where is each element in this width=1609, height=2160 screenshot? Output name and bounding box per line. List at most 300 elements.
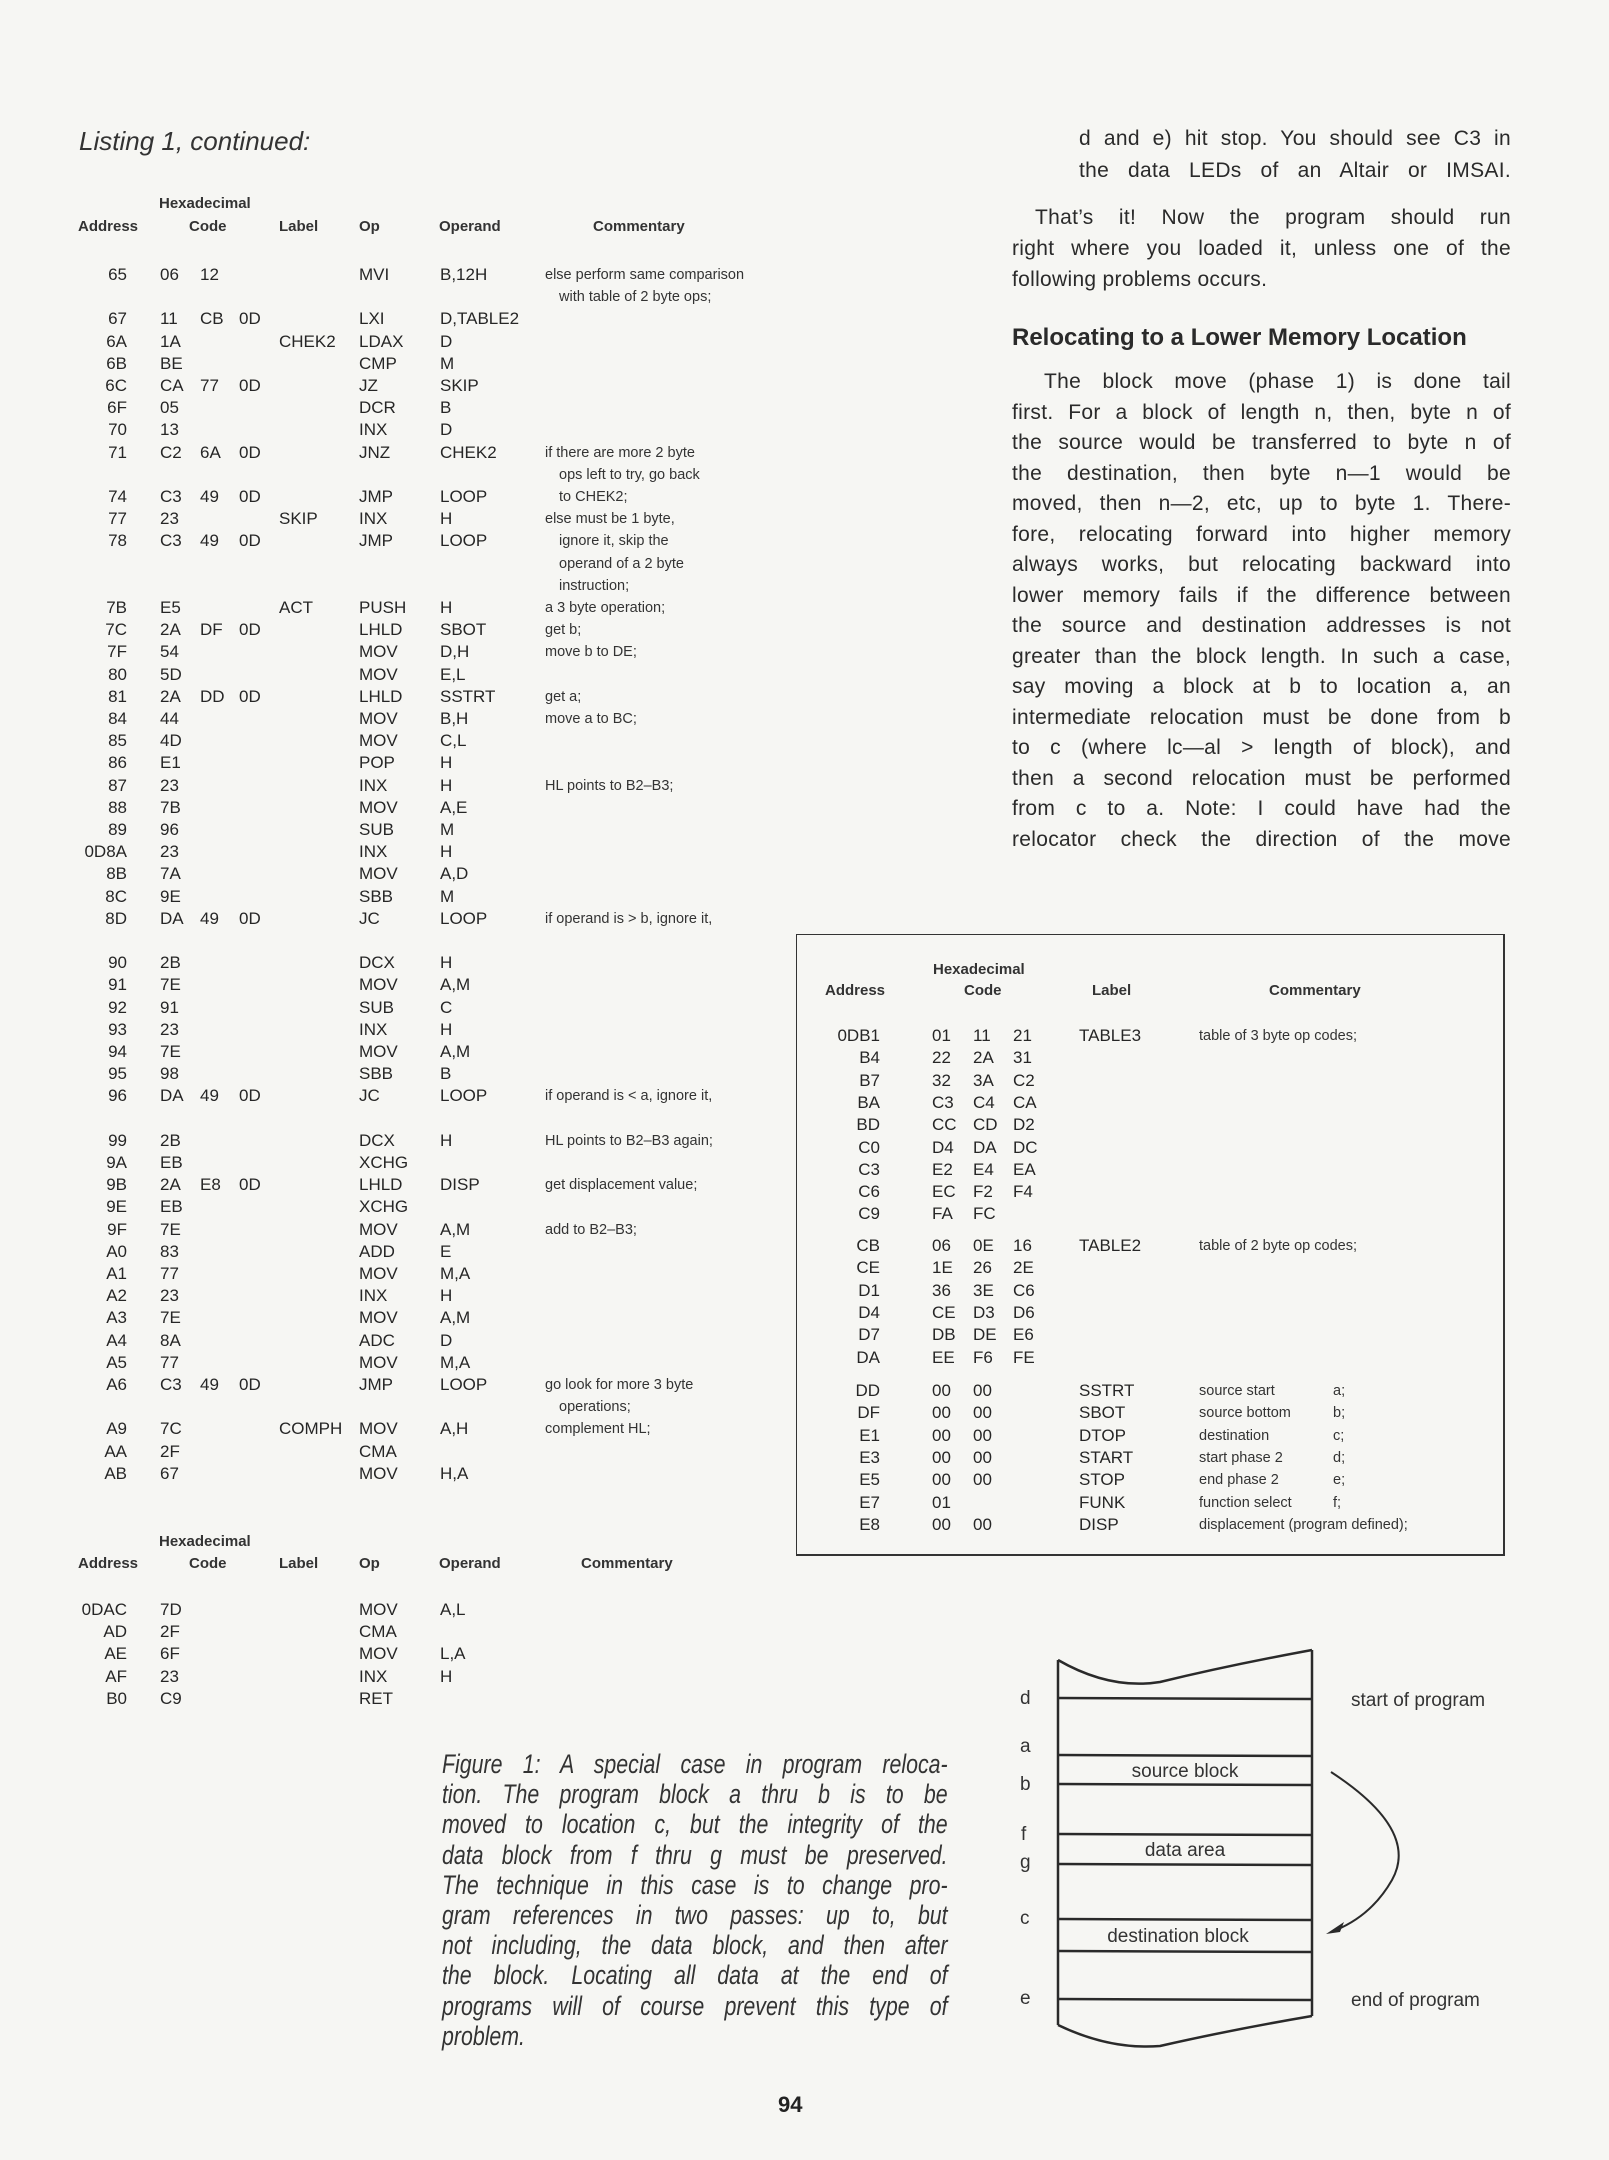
caption-line: the block. Locating all data at the end of (442, 1960, 948, 1991)
hex-code-byte: 00 (973, 1425, 992, 1445)
label-cell: DISP (1079, 1514, 1119, 1534)
hex-code-byte: EB (160, 1197, 183, 1217)
label-cell: DTOP (1079, 1425, 1126, 1445)
header-hex: Hexadecimal (159, 195, 251, 212)
variable-ref: e; (1333, 1472, 1346, 1489)
hex-code-byte: 2A (160, 686, 181, 706)
hex-code-byte: 7E (160, 975, 181, 995)
header-code: Code (189, 1555, 227, 1572)
article-line: from c to a. Note: I could have had the (1012, 797, 1511, 820)
article-line: lower memory fails if the difference between (1012, 583, 1511, 607)
operand-cell: H (440, 753, 453, 773)
article-line: then a second relocation must be performed (1012, 766, 1511, 790)
article-line: The block move (phase 1) is done tail (1044, 370, 1511, 393)
address-cell: 67 (108, 309, 127, 329)
operand-cell: E (440, 1241, 452, 1261)
operand-cell: LOOP (440, 908, 488, 928)
hex-code-byte: 2A (973, 1048, 994, 1068)
marker-f: f (1021, 1824, 1027, 1845)
op-cell: MOV (359, 864, 398, 884)
hex-code-byte: 00 (973, 1514, 992, 1534)
op-cell: JC (359, 1086, 380, 1106)
commentary-line: ignore it, skip the (559, 533, 669, 550)
op-cell: CMA (359, 1441, 397, 1461)
operand-cell: B (440, 1064, 452, 1084)
hex-code-byte: 49 (200, 1086, 219, 1106)
op-cell: XCHG (359, 1197, 409, 1217)
address-cell: CE (856, 1258, 880, 1278)
hex-code-byte: 00 (973, 1447, 992, 1467)
article-line: fore, relocating forward into higher memory (1012, 522, 1511, 546)
marker-b: b (1020, 1774, 1031, 1795)
address-cell: 78 (108, 531, 127, 551)
hex-code-byte: 0D (239, 686, 261, 706)
address-cell: 7C (105, 620, 127, 640)
hex-code-byte: 7D (160, 1600, 182, 1619)
hex-code-byte: 00 (932, 1470, 951, 1490)
hex-code-byte: 00 (973, 1381, 992, 1400)
arrow-head-icon (1326, 1922, 1344, 1934)
hex-code-byte: 0D (239, 1086, 261, 1106)
hex-code-byte: 36 (932, 1280, 951, 1300)
op-cell: DCX (359, 953, 395, 973)
address-cell: 81 (108, 686, 127, 706)
article-line: say moving a block at b to location a, an (1012, 675, 1511, 698)
address-cell: 6C (105, 376, 127, 395)
address-cell: 86 (108, 753, 127, 773)
header-op: Op (359, 1555, 380, 1572)
operand-cell: C,L (440, 731, 467, 751)
address-cell: AD (103, 1622, 127, 1642)
hex-code-byte: 00 (973, 1470, 992, 1490)
operand-cell: D (440, 420, 453, 440)
header-label: Label (279, 1555, 319, 1572)
listing-title: Listing 1, continued: (79, 126, 311, 156)
address-cell: 88 (108, 797, 127, 817)
operand-cell: M (440, 820, 455, 839)
caption-line: tion. The program block a thru b is to be (442, 1779, 948, 1810)
address-cell: E7 (859, 1492, 880, 1512)
marker-a: a (1020, 1736, 1031, 1757)
hex-code-byte: CA (160, 376, 184, 395)
operand-cell: B,12H (440, 265, 488, 284)
hex-code-byte: 12 (200, 265, 219, 284)
hex-code-byte: 2F (160, 1441, 180, 1461)
operand-cell: M (440, 886, 455, 906)
marker-d: d (1020, 1688, 1031, 1709)
hex-code-byte: 0D (239, 531, 261, 551)
marker-c: c (1020, 1908, 1030, 1929)
commentary-line: with table of 2 byte ops; (559, 289, 712, 306)
hex-code-byte: E2 (932, 1159, 953, 1179)
operand-cell: D (440, 331, 453, 351)
hex-code-byte: 1A (160, 331, 181, 351)
op-cell: MOV (359, 709, 398, 728)
header-address: Address (78, 1555, 139, 1572)
hex-code-byte: 6A (200, 442, 221, 462)
op-cell: INX (359, 775, 388, 795)
hex-code-byte: 01 (932, 1026, 951, 1045)
operand-cell: H (440, 953, 453, 973)
article-line: the data LEDs of an Altair or IMSAI. (1079, 159, 1511, 182)
address-cell: A1 (106, 1264, 127, 1283)
hex-code-byte: 4D (160, 731, 182, 751)
hex-code-byte: 77 (200, 376, 219, 395)
hex-code-byte: 00 (932, 1403, 951, 1423)
hex-code-byte: 7A (160, 864, 181, 884)
caption-line: data block from f thru g must be preserved. (442, 1839, 948, 1870)
header-address: Address (78, 218, 139, 235)
hex-code-byte: E5 (160, 598, 181, 617)
address-cell: 80 (108, 664, 127, 684)
article-line: first. For a block of length n, then, byte n of (1012, 400, 1511, 424)
address-cell: D7 (858, 1325, 880, 1345)
line-g (1058, 1864, 1312, 1865)
hex-code-byte: 00 (932, 1447, 951, 1467)
operand-cell: DISP (440, 1175, 480, 1195)
operand-cell: H (440, 509, 453, 529)
address-cell: A9 (106, 1419, 127, 1439)
address-cell: E3 (859, 1447, 880, 1467)
hex-code-byte: 21 (1013, 1026, 1032, 1045)
address-cell: D1 (858, 1280, 880, 1300)
address-cell: 92 (108, 997, 127, 1017)
address-cell: 91 (108, 975, 127, 995)
article-line: d and e) hit stop. You should see C3 in (1079, 127, 1511, 150)
label-cell: STOP (1079, 1470, 1125, 1490)
address-cell: A2 (106, 1286, 127, 1306)
op-cell: MOV (359, 797, 398, 817)
hex-code-byte: 0D (239, 1175, 261, 1195)
operand-cell: SSTRT (440, 686, 496, 706)
op-cell: ADD (359, 1241, 395, 1261)
op-cell: JMP (359, 487, 393, 506)
variable-ref: c; (1333, 1427, 1345, 1444)
hex-code-byte: 01 (932, 1492, 951, 1512)
header-code: Code (189, 218, 227, 235)
variable-ref: f; (1333, 1494, 1342, 1511)
commentary-line: to CHEK2; (559, 488, 628, 505)
hex-code-byte: 16 (1013, 1236, 1032, 1255)
commentary-line: get b; (545, 622, 582, 639)
article-line: That’s it! Now the program should run (1035, 206, 1511, 229)
hex-code-byte: DC (1013, 1137, 1038, 1157)
op-cell: LHLD (359, 1175, 403, 1195)
hex-code-byte: 00 (973, 1403, 992, 1423)
hex-code-byte: 5D (160, 664, 182, 684)
marker-e: e (1020, 1988, 1031, 2009)
hex-code-byte: DF (200, 620, 223, 640)
hex-code-byte: C2 (160, 442, 182, 462)
commentary-line: operations; (559, 1399, 631, 1416)
op-cell: PUSH (359, 598, 407, 617)
hex-code-byte: E4 (973, 1159, 994, 1179)
line-e (1058, 1999, 1312, 2000)
commentary-cell: function select (1199, 1494, 1292, 1511)
end-of-program-label: end of program (1351, 1990, 1480, 2011)
op-cell: POP (359, 753, 395, 773)
operand-cell: H (440, 1130, 453, 1150)
operand-cell: A,E (440, 797, 468, 817)
hex-code-byte: 3A (973, 1070, 994, 1090)
operand-cell: A,M (440, 1308, 471, 1328)
header-label: Label (279, 218, 319, 235)
hex-code-byte: 2B (160, 953, 181, 973)
line-b (1058, 1784, 1312, 1785)
label-cell: SBOT (1079, 1403, 1126, 1423)
line-f (1058, 1834, 1312, 1835)
hex-code-byte: 2A (160, 1175, 181, 1195)
caption-line: The technique in this case is to change pro- (442, 1869, 948, 1900)
address-cell: 6F (107, 398, 127, 418)
article-line: moved, then n—2, etc, up to byte 1. There- (1012, 492, 1511, 515)
hex-code-byte: 49 (200, 487, 219, 506)
start-of-program-label: start of program (1351, 1690, 1486, 1711)
hex-code-byte: 96 (160, 820, 179, 839)
hex-code-byte: C9 (160, 1688, 182, 1708)
hex-code-byte: 49 (200, 531, 219, 551)
hex-code-byte: 0D (239, 487, 261, 506)
hex-code-byte: 7C (160, 1419, 182, 1439)
commentary-line: add to B2–B3; (545, 1221, 637, 1238)
hex-code-byte: 2A (160, 620, 181, 640)
commentary-line: move b to DE; (545, 644, 637, 661)
caption-line: Figure 1: A special case in program reloca- (442, 1749, 948, 1779)
hex-code-byte: 67 (160, 1463, 179, 1483)
hex-code-byte: FA (932, 1204, 953, 1224)
address-cell: AF (105, 1666, 127, 1686)
address-cell: AE (104, 1644, 127, 1664)
hex-code-byte: 00 (932, 1514, 951, 1534)
hex-code-byte: 2B (160, 1130, 181, 1150)
commentary-line: get displacement value; (545, 1177, 698, 1194)
operand-cell: SKIP (440, 376, 479, 395)
op-cell: SUB (359, 820, 394, 839)
hex-code-byte: 0D (239, 376, 261, 395)
table-header-commentary: Commentary (1269, 982, 1361, 999)
op-cell: LHLD (359, 686, 403, 706)
hex-code-byte: 49 (200, 908, 219, 928)
op-cell: INX (359, 1019, 388, 1039)
hex-code-byte: EC (932, 1182, 956, 1202)
op-cell: MVI (359, 265, 390, 284)
op-cell: JMP (359, 1375, 393, 1394)
operand-cell: H (440, 775, 453, 795)
line-a (1058, 1755, 1312, 1756)
table-header-hex: Hexadecimal (933, 961, 1025, 978)
hex-code-byte: D3 (973, 1302, 995, 1322)
op-cell: DCX (359, 1130, 395, 1150)
op-cell: DCR (359, 398, 396, 418)
op-cell: MOV (359, 664, 398, 684)
commentary-line: HL points to B2–B3 again; (545, 1132, 713, 1149)
address-cell: 6A (106, 331, 127, 351)
op-cell: INX (359, 1286, 388, 1306)
operand-cell: A,D (440, 864, 469, 884)
hex-code-byte: 22 (932, 1048, 951, 1068)
op-cell: INX (359, 1666, 388, 1686)
hex-code-byte: DA (973, 1137, 997, 1157)
address-cell: 9F (107, 1219, 127, 1239)
commentary-line: ops left to try, go back (559, 466, 700, 483)
op-cell: MOV (359, 1308, 398, 1328)
operand-cell: A,L (440, 1600, 466, 1619)
destination-block-label: destination block (1107, 1926, 1249, 1947)
hex-code-byte: DE (973, 1325, 997, 1345)
variable-ref: d; (1333, 1449, 1346, 1466)
hex-code-byte: C4 (973, 1092, 995, 1112)
hex-code-byte: 3E (973, 1280, 994, 1300)
hex-code-byte: 8A (160, 1330, 181, 1350)
commentary-cell: table of 3 byte op codes; (1199, 1028, 1357, 1044)
hex-code-byte: CD (973, 1115, 998, 1135)
hex-code-byte: 23 (160, 775, 179, 795)
op-cell: XCHG (359, 1153, 409, 1172)
commentary-line: if operand is > b, ignore it, (545, 910, 713, 927)
address-cell: 71 (108, 442, 127, 462)
line-d (1058, 1698, 1312, 1699)
hex-code-byte: 7E (160, 1219, 181, 1239)
hex-code-byte: 23 (160, 1019, 179, 1039)
op-cell: MOV (359, 1264, 398, 1283)
hex-code-byte: 1E (932, 1258, 953, 1278)
operand-cell: H,A (440, 1463, 469, 1483)
address-cell: 9E (106, 1197, 127, 1217)
commentary-cell: end phase 2 (1199, 1472, 1279, 1489)
article-line: the destination, then byte n—1 would be (1012, 461, 1511, 485)
table-header-code: Code (964, 982, 1002, 999)
memory-column (1058, 1650, 1399, 2047)
commentary-line: move a to BC; (545, 711, 637, 727)
hex-code-byte: 00 (932, 1381, 951, 1400)
hex-code-byte: 32 (932, 1070, 951, 1090)
op-cell: ADC (359, 1330, 395, 1350)
address-cell: 87 (108, 775, 127, 795)
address-cell: AB (104, 1463, 127, 1483)
operand-cell: D,H (440, 642, 470, 662)
operand-cell: A,H (440, 1419, 469, 1439)
op-cell: LHLD (359, 620, 403, 640)
commentary-cell: displacement (program defined); (1199, 1516, 1408, 1533)
operand-cell: E,L (440, 664, 466, 684)
operand-cell: M (440, 353, 455, 373)
op-cell: INX (359, 420, 388, 440)
label-cell: ACT (279, 598, 313, 617)
commentary-line: if there are more 2 byte (545, 444, 695, 461)
hex-code-byte: 0D (239, 620, 261, 640)
commentary-line: a 3 byte operation; (545, 600, 666, 616)
address-cell: 9A (106, 1153, 127, 1172)
hex-code-byte: 11 (160, 309, 178, 329)
commentary-cell: destination (1199, 1427, 1270, 1444)
operand-cell: H (440, 1666, 453, 1686)
address-cell: AA (104, 1441, 127, 1461)
caption-line: gram references in two passes: up to, but (442, 1899, 948, 1930)
commentary-cell: table of 2 byte op codes; (1199, 1238, 1357, 1254)
hex-code-byte: C3 (160, 487, 182, 506)
hex-code-byte: 77 (160, 1264, 179, 1283)
hex-code-byte: EA (1013, 1159, 1036, 1179)
operand-cell: H (440, 842, 453, 862)
op-cell: JMP (359, 531, 393, 551)
hex-code-byte: 31 (1013, 1048, 1032, 1068)
header-commentary: Commentary (593, 218, 685, 235)
address-cell: B4 (859, 1048, 880, 1068)
hex-code-byte: 6F (160, 1644, 180, 1664)
operand-cell: M,A (440, 1264, 471, 1283)
article-line: right where you loaded it, unless one of the (1012, 237, 1511, 260)
table-header-label: Label (1092, 982, 1132, 999)
operand-cell: A,M (440, 975, 471, 995)
operand-cell: SBOT (440, 620, 487, 640)
page-number: 94 (778, 2092, 803, 2117)
commentary-line: operand of a 2 byte (559, 555, 684, 572)
hex-code-byte: CC (932, 1115, 957, 1135)
data-area-label: data area (1144, 1840, 1226, 1861)
operand-cell: A,M (440, 1219, 471, 1239)
address-cell: B0 (106, 1688, 127, 1708)
hex-code-byte: DB (932, 1325, 956, 1345)
commentary-line: if operand is < a, ignore it, (545, 1088, 713, 1105)
address-cell: 89 (108, 820, 127, 839)
address-cell: 99 (108, 1130, 127, 1150)
operand-cell: LOOP (440, 1375, 488, 1394)
op-cell: INX (359, 509, 388, 529)
hex-code-byte: 23 (160, 1286, 179, 1306)
commentary-line: go look for more 3 byte (545, 1377, 694, 1393)
hex-code-byte: CB (200, 309, 224, 329)
address-cell: 0DAC (81, 1600, 127, 1619)
hex-code-byte: F2 (973, 1182, 993, 1202)
hex-code-byte: 23 (160, 509, 179, 529)
operand-cell: H (440, 598, 453, 617)
hex-code-byte: 23 (160, 1666, 179, 1686)
line-dest-end (1058, 1951, 1312, 1952)
label-cell: COMPH (279, 1419, 343, 1439)
hex-code-byte: FE (1013, 1347, 1035, 1367)
hex-code-byte: 7E (160, 1042, 181, 1061)
hex-code-byte: 83 (160, 1241, 179, 1261)
op-cell: JNZ (359, 442, 391, 462)
hex-code-byte: BE (160, 353, 183, 373)
operand-cell: LOOP (440, 1086, 488, 1106)
op-cell: MOV (359, 1042, 398, 1061)
address-cell: A4 (106, 1330, 127, 1350)
address-cell: 94 (108, 1042, 127, 1061)
hex-code-byte: 98 (160, 1064, 179, 1084)
op-cell: MOV (359, 975, 398, 995)
hex-code-byte: CA (1013, 1092, 1037, 1112)
hex-code-byte: C3 (932, 1092, 954, 1112)
commentary-cell: start phase 2 (1199, 1449, 1283, 1466)
address-cell: 0D8A (84, 842, 127, 862)
op-cell: SBB (359, 886, 394, 906)
address-cell: 65 (108, 265, 127, 284)
op-cell: CMP (359, 353, 397, 373)
hex-code-byte: 54 (160, 642, 179, 662)
commentary-line: get a; (545, 688, 582, 705)
hex-code-byte: F4 (1013, 1182, 1033, 1202)
caption-line: problem. (442, 2020, 525, 2051)
address-cell: 96 (108, 1086, 127, 1106)
article-line: always works, but relocating backward into (1012, 553, 1511, 576)
address-cell: 9B (106, 1175, 127, 1195)
address-cell: BD (856, 1115, 880, 1135)
article-line: intermediate relocation must be done from b (1012, 705, 1511, 729)
hex-code-byte: 26 (973, 1258, 992, 1278)
move-arrow (1331, 1772, 1399, 1930)
operand-cell: M,A (440, 1352, 471, 1372)
